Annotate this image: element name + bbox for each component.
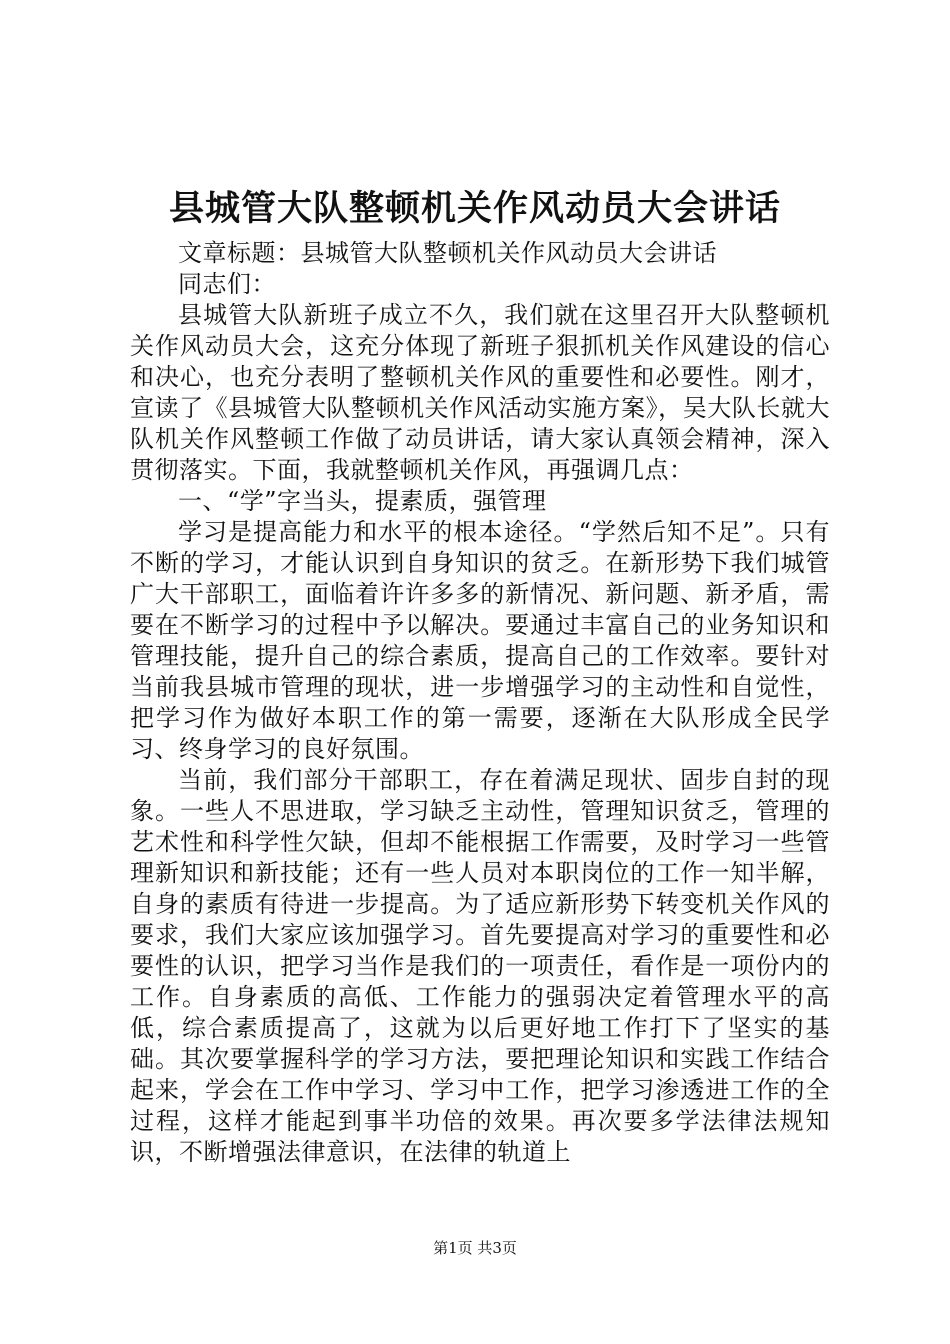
- document-title: 县城管大队整顿机关作风动员大会讲话: [168, 188, 781, 229]
- paragraph-intro: 县城管大队新班子成立不久，我们就在这里召开大队整顿机关作风动员大会，这充分体现了新班子狠抓机关作风建设的信心和决心，也充分表明了整顿机关作风的重要性和必要性。刚才，宣读了《县城管大队整顿机关作风活动实施方案》，吴大队长就大队机关作风整顿工作做了动员讲话，请大家认真领会精神，深入贯彻落实。下面，我就整顿机关作风，再强调几点：: [130, 301, 830, 484]
- document-body: [130, 238, 830, 1168]
- section-heading-1: 一、“学”字当头，提素质，强管理: [178, 487, 547, 515]
- page-footer: 第1页 共3页: [433, 1239, 517, 1257]
- paragraph-current: 当前，我们部分干部职工，存在着满足现状、固步自封的现象。一些人不思进取，学习缺乏主动性，管理知识贫乏，管理的艺术性和科学性欠缺，但却不能根据工作需要，及时学习一些管理新知识和新技能；还有一些人员对本职岗位的工作一知半解，自身的素质有待进一步提高。为了适应新形势下转变机关作风的要求，我们大家应该加强学习。首先要提高对学习的重要性和必要性的认识，把学习当作是我们的一项责任，看作是一项份内的工作。自身素质的高低、工作能力的强弱决定着管理水平的高低，综合素质提高了，这就为以后更好地工作打下了坚实的基础。其次要掌握科学的学习方法，要把理论知识和实践工作结合起来，学会在工作中学习、学习中工作，把学习渗透进工作的全过程，这样才能起到事半功倍的效果。再次要多学法律法规知识，不断增强法律意识，在法律的轨道上: [130, 766, 830, 1166]
- salutation: 同志们：: [178, 270, 276, 298]
- paragraph-study: 学习是提高能力和水平的根本途径。“学然后知不足”。只有不断的学习，才能认识到自身知识的贫乏。在新形势下我们城管广大干部职工，面临着许许多多的新情况、新问题、新矛盾，需要在不断学习的过程中予以解决。要通过丰富自己的业务知识和管理技能，提升自己的综合素质，提高自己的工作效率。要针对当前我县城市管理的现状，进一步增强学习的主动性和自觉性，把学习作为做好本职工作的第一需要，逐渐在大队形成全民学习、终身学习的良好氛围。: [130, 518, 830, 763]
- meta-line: 文章标题：县城管大队整顿机关作风动员大会讲话: [178, 239, 717, 267]
